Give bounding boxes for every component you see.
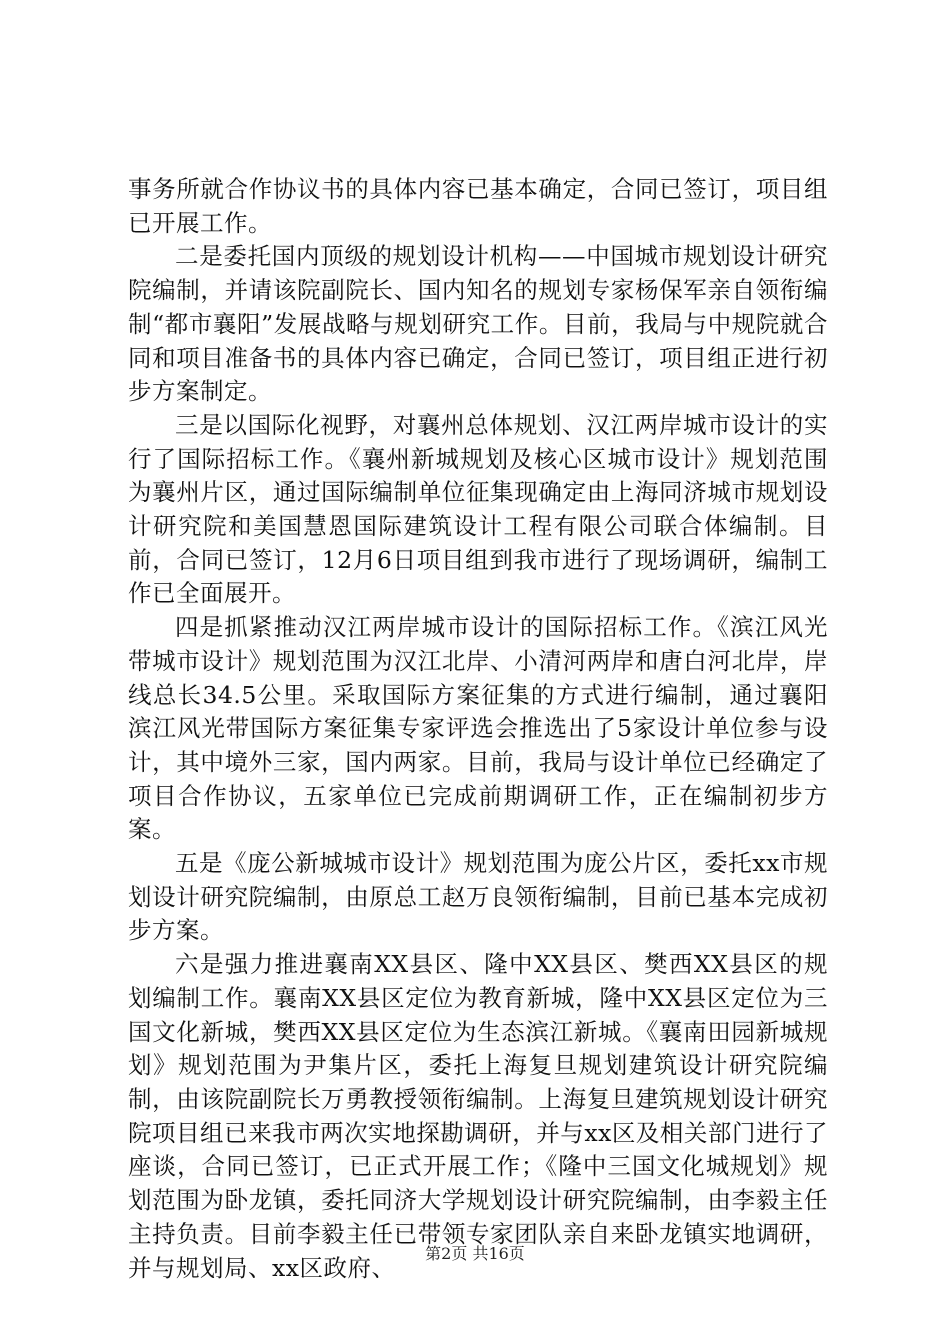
- paragraph-item-5: 五是《庞公新城城市设计》规划范围为庞公片区，委托xx市规划设计研究院编制，由原总工赵万良领衔编制，目前已基本完成初步方案。: [128, 849, 828, 945]
- paragraph-item-3: 三是以国际化视野，对襄州总体规划、汉江两岸城市设计的实行了国际招标工作。《襄州新城规划及核心区城市设计》规划范围为襄州片区，通过国际编制单位征集现确定由上海同济城市规划设计研究院和美国慧恩国际建筑设计工程有限公司联合体编制。目前，合同已签订，12月6日项目组到我市进行了现场调研，编制工作已全面展开。: [128, 410, 828, 608]
- page-number-footer: 第2页 共16页: [425, 1244, 525, 1263]
- document-body: [128, 173, 828, 1285]
- paragraph-item-6: 六是强力推进襄南XX县区、隆中XX县区、樊西XX县区的规划编制工作。襄南XX县区定位为教育新城，隆中XX县区定位为三国文化新城，樊西XX县区定位为生态滨江新城。《襄南田园新城规划》规划范围为尹集片区，委托上海复旦规划建筑设计研究院编制，由该院副院长万勇教授领衔编制。上海复旦建筑规划设计研究院项目组已来我市两次实地探勘调研，并与xx区及相关部门进行了座谈，合同已签订，已正式开展工作；《隆中三国文化城规划》规划范围为卧龙镇，委托同济大学规划设计研究院编制，由李毅主任主持负责。目前李毅主任已带领专家团队亲自来卧龙镇实地调研，并与规划局、xx区政府、: [128, 950, 828, 1282]
- paragraph-item-2: 二是委托国内顶级的规划设计机构——中国城市规划设计研究院编制，并请该院副院长、国内知名的规划专家杨保军亲自领衔编制“都市襄阳”发展战略与规划研究工作。目前，我局与中规院就合同和项目准备书的具体内容已确定，合同已签订，项目组正进行初步方案制定。: [128, 242, 828, 406]
- paragraph-continuation: 事务所就合作协议书的具体内容已基本确定，合同已签订，项目组已开展工作。: [128, 175, 828, 237]
- paragraph-item-4: 四是抓紧推动汉江两岸城市设计的国际招标工作。《滨江风光带城市设计》规划范围为汉江北岸、小清河两岸和唐白河北岸，岸线总长34.5公里。采取国际方案征集的方式进行编制，通过襄阳滨江风光带国际方案征集专家评选会推选出了5家设计单位参与设计，其中境外三家，国内两家。目前，我局与设计单位已经确定了项目合作协议，五家单位已完成前期调研工作，正在编制初步方案。: [128, 613, 828, 844]
